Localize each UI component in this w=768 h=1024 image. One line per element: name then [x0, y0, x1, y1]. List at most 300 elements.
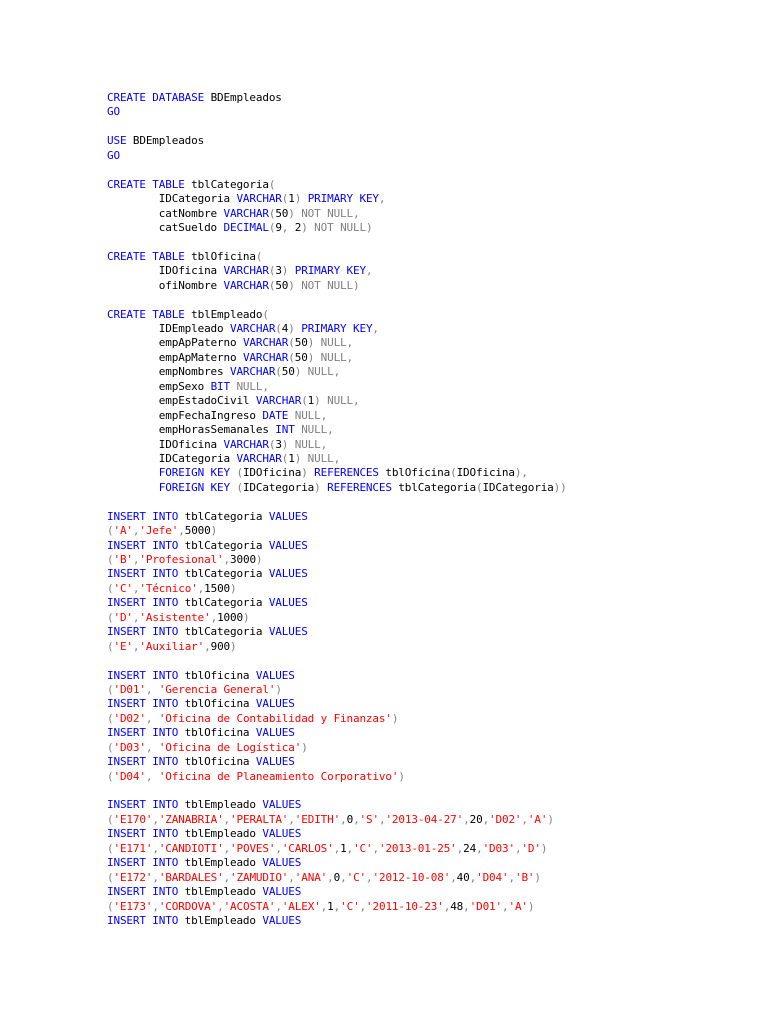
sql-keyword: INSERT INTO: [107, 697, 185, 711]
code-line: [107, 770, 567, 784]
sql-identifier: empNombres: [107, 365, 230, 379]
sql-identifier: tblEmpleado: [184, 885, 263, 899]
sql-keyword: VALUES: [262, 913, 302, 927]
sql-operator: ): [230, 581, 237, 595]
sql-identifier: tblCategoria: [191, 177, 269, 191]
code-line: [107, 813, 567, 827]
sql-operator: ): [210, 524, 218, 538]
sql-keyword: VALUES: [268, 625, 308, 639]
sql-string-literal: 'EDITH': [294, 812, 341, 826]
sql-operator: ,: [469, 870, 477, 884]
sql-identifier: tblCategoria: [184, 538, 269, 552]
code-line: [107, 279, 567, 293]
sql-string-literal: '2013-04-27': [385, 812, 464, 826]
code-line: [107, 481, 567, 495]
sql-operator: ) NOT NULL): [288, 278, 360, 292]
sql-keyword: DECIMAL: [223, 220, 269, 234]
sql-operator: ): [255, 553, 263, 566]
sql-string-literal: 'B': [514, 870, 535, 884]
sql-keyword: VARCHAR: [242, 350, 289, 364]
sql-identifier: IDEmpleado: [107, 322, 230, 335]
sql-identifier: ofiNombre: [107, 278, 224, 292]
sql-keyword: PRIMARY KEY: [301, 322, 373, 335]
sql-string-literal: 'C': [113, 581, 133, 595]
sql-operator: (: [236, 466, 243, 480]
sql-string-literal: 'A': [113, 524, 133, 538]
code-line: [107, 900, 567, 914]
sql-keyword: INSERT INTO: [107, 509, 185, 523]
sql-identifier: 0: [346, 812, 354, 826]
sql-keyword: CREATE TABLE: [107, 177, 192, 191]
sql-operator: ,: [333, 841, 341, 855]
sql-identifier: tblEmpleado: [184, 856, 263, 870]
sql-operator: )): [553, 480, 567, 494]
code-line: [107, 683, 567, 697]
sql-identifier: 50: [275, 278, 289, 292]
sql-string-literal: 'ZAMUDIO': [230, 870, 289, 884]
sql-operator: ,: [463, 899, 470, 913]
code-line: [107, 120, 567, 134]
code-line: [107, 611, 567, 625]
sql-string-literal: 'A': [508, 899, 528, 913]
sql-operator: ): [527, 899, 535, 913]
sql-identifier: 50: [281, 365, 295, 379]
sql-identifier: tblOficina: [184, 755, 256, 769]
sql-operator: (: [288, 350, 295, 364]
sql-string-literal: 'CANDIOTI': [158, 841, 224, 855]
sql-keyword: VALUES: [255, 668, 295, 682]
code-line: [107, 495, 567, 509]
sql-keyword: VARCHAR: [255, 394, 302, 408]
sql-operator: (: [107, 682, 114, 696]
code-line: [107, 726, 567, 740]
sql-string-literal: 'D01': [113, 682, 146, 696]
code-line: [107, 351, 567, 365]
sql-string-literal: 'D02': [489, 812, 522, 826]
sql-operator: ) NOT NULL): [301, 220, 373, 234]
sql-identifier: empApPaterno: [107, 336, 243, 350]
sql-keyword: FOREIGN KEY: [107, 466, 237, 480]
sql-operator: (: [475, 480, 483, 494]
sql-keyword: VARCHAR: [236, 192, 282, 206]
sql-keyword: INSERT INTO: [107, 668, 185, 682]
sql-identifier: 50: [275, 206, 289, 220]
code-line: [107, 235, 567, 249]
sql-identifier: 1500: [204, 581, 231, 595]
sql-operator: ,: [152, 841, 159, 855]
code-line: [107, 697, 567, 711]
code-line: [107, 308, 567, 322]
sql-operator: ,: [132, 639, 140, 653]
sql-keyword: VALUES: [262, 827, 302, 841]
sql-operator: ,: [502, 899, 509, 913]
sql-string-literal: 'S': [359, 812, 379, 826]
sql-operator: ): [534, 870, 541, 884]
sql-keyword: VALUES: [255, 697, 295, 711]
sql-operator: ) NULL,: [294, 451, 341, 465]
sql-keyword: REFERENCES: [327, 480, 399, 494]
sql-operator: ,: [210, 610, 218, 624]
sql-string-literal: 'Auxiliar': [139, 639, 205, 653]
sql-operator: ,: [346, 841, 354, 855]
sql-identifier: tblCategoria: [184, 625, 269, 639]
code-line: [107, 914, 567, 928]
sql-operator: ): [275, 682, 282, 696]
code-line: [107, 625, 567, 639]
sql-keyword: VARCHAR: [223, 278, 269, 292]
sql-operator: ,: [366, 870, 373, 884]
sql-operator: ): [547, 812, 554, 826]
sql-keyword: VALUES: [268, 567, 308, 581]
sql-identifier: 900: [210, 639, 231, 653]
sql-operator: ): [242, 610, 250, 624]
sql-operator: ,: [281, 220, 295, 234]
sql-operator: ) NULL,: [314, 394, 360, 408]
sql-keyword: INT: [275, 423, 302, 437]
sql-operator: ,: [508, 870, 515, 884]
sql-identifier: IDCategoria: [107, 192, 237, 206]
sql-operator: (: [107, 740, 114, 754]
sql-identifier: catNombre: [107, 206, 224, 220]
sql-identifier: tblCategoria: [398, 480, 476, 494]
sql-identifier: empFechaIngreso: [107, 408, 263, 422]
sql-operator: NULL,: [294, 408, 328, 422]
sql-operator: ,: [333, 899, 341, 913]
sql-identifier: 1000: [217, 610, 243, 624]
code-line: [107, 553, 567, 567]
sql-string-literal: 'ZANABRIA': [158, 812, 224, 826]
sql-identifier: empEstadoCivil: [107, 394, 256, 408]
sql-keyword: FOREIGN KEY: [107, 480, 237, 494]
sql-identifier: 2: [294, 220, 302, 234]
sql-operator: ,: [217, 899, 224, 913]
sql-string-literal: 'E171': [113, 841, 153, 855]
code-line: [107, 438, 567, 452]
sql-operator: (: [268, 264, 276, 278]
sql-keyword: INSERT INTO: [107, 755, 185, 769]
sql-operator: ,: [463, 812, 470, 826]
sql-keyword: CREATE TABLE: [107, 307, 192, 321]
code-line: [107, 640, 567, 654]
code-line: [107, 539, 567, 553]
sql-string-literal: 'E173': [113, 899, 153, 913]
sql-operator: NULL,: [236, 379, 269, 393]
sql-operator: ) NULL,: [281, 437, 328, 451]
sql-operator: ,: [456, 841, 464, 855]
sql-keyword: CREATE TABLE: [107, 249, 192, 263]
sql-identifier: catSueldo: [107, 220, 224, 234]
sql-operator: (: [107, 639, 114, 653]
sql-identifier: 1: [288, 451, 295, 465]
sql-operator: ,: [340, 812, 347, 826]
code-line: [107, 322, 567, 336]
sql-identifier: 3: [275, 264, 282, 278]
sql-operator: ,: [132, 581, 140, 595]
sql-operator: ): [301, 466, 315, 480]
sql-operator: (: [301, 394, 308, 408]
sql-operator: ,: [365, 264, 373, 278]
sql-operator: ): [301, 740, 308, 754]
code-line: [107, 596, 567, 610]
sql-operator: ): [314, 480, 328, 494]
sql-identifier: tblEmpleado: [191, 307, 263, 321]
sql-operator: ,: [178, 524, 185, 538]
code-line: [107, 784, 567, 798]
sql-identifier: BDEmpleados: [132, 134, 205, 148]
sql-operator: (: [107, 812, 114, 826]
sql-identifier: tblEmpleado: [184, 913, 263, 927]
code-line: [107, 466, 567, 480]
sql-keyword: INSERT INTO: [107, 827, 185, 841]
sql-operator: ,: [327, 870, 334, 884]
code-line: [107, 741, 567, 755]
sql-identifier: IDOficina: [242, 466, 302, 480]
sql-string-literal: 'Profesional': [139, 553, 224, 566]
sql-string-literal: 'D03': [482, 841, 515, 855]
code-line: [107, 842, 567, 856]
sql-operator: (: [107, 899, 114, 913]
code-line: [107, 394, 567, 408]
sql-string-literal: 'ACOSTA': [223, 899, 276, 913]
sql-operator: ) NOT NULL,: [288, 206, 360, 220]
sql-operator: ) NULL,: [307, 336, 353, 350]
sql-operator: (: [107, 581, 114, 595]
sql-identifier: 1: [340, 841, 347, 855]
sql-string-literal: 'D04': [113, 769, 146, 783]
sql-operator: (: [275, 365, 282, 379]
sql-identifier: 3000: [230, 553, 256, 566]
sql-identifier: 1: [327, 899, 334, 913]
sql-operator: ): [281, 264, 295, 278]
code-line: [107, 871, 567, 885]
code-line: [107, 365, 567, 379]
sql-operator: ,: [378, 192, 386, 206]
code-line: [107, 798, 567, 812]
sql-keyword: VALUES: [262, 798, 302, 812]
sql-operator: ,: [145, 711, 159, 725]
sql-operator: ,: [223, 553, 231, 566]
code-line: [107, 409, 567, 423]
code-line: [107, 885, 567, 899]
sql-string-literal: 'D04': [476, 870, 509, 884]
sql-operator: ,: [223, 841, 231, 855]
sql-operator: ,: [152, 899, 159, 913]
sql-string-literal: 'D': [521, 841, 541, 855]
sql-string-literal: 'Gerencia General': [158, 682, 276, 696]
sql-string-literal: 'Oficina de Logística': [158, 740, 302, 754]
code-line: [107, 105, 567, 119]
sql-keyword: INSERT INTO: [107, 596, 185, 610]
sql-operator: ,: [288, 870, 295, 884]
sql-operator: ,: [132, 524, 140, 538]
sql-operator: ,: [353, 812, 360, 826]
sql-keyword: INSERT INTO: [107, 856, 185, 870]
code-line: [107, 755, 567, 769]
sql-identifier: tblEmpleado: [184, 827, 263, 841]
sql-keyword: VALUES: [262, 885, 302, 899]
sql-operator: ) NULL,: [307, 350, 353, 364]
code-line: [107, 827, 567, 841]
sql-string-literal: 'BARDALES': [158, 870, 224, 884]
code-line: [107, 163, 567, 177]
sql-operator: (: [107, 711, 114, 725]
sql-operator: ): [398, 769, 405, 783]
sql-keyword: INSERT INTO: [107, 913, 185, 927]
sql-operator: ,: [521, 812, 528, 826]
sql-operator: ,: [197, 581, 205, 595]
sql-keyword: INSERT INTO: [107, 538, 185, 552]
sql-identifier: 40: [456, 870, 470, 884]
sql-operator: ): [391, 711, 399, 725]
sql-keyword: INSERT INTO: [107, 726, 185, 740]
sql-operator: (: [255, 249, 263, 263]
code-line: [107, 91, 567, 105]
sql-keyword: VARCHAR: [229, 365, 276, 379]
sql-operator: NULL,: [301, 423, 334, 437]
sql-identifier: 20: [469, 812, 483, 826]
sql-string-literal: 'A': [527, 812, 548, 826]
code-line: [107, 380, 567, 394]
sql-identifier: 1: [307, 394, 315, 408]
sql-identifier: tblOficina: [385, 466, 451, 480]
code-line: [107, 524, 567, 538]
sql-identifier: empHorasSemanales: [107, 423, 276, 437]
sql-operator: (: [268, 278, 276, 292]
code-line: [107, 423, 567, 437]
sql-operator: ): [294, 192, 308, 206]
sql-keyword: VARCHAR: [242, 336, 289, 350]
sql-string-literal: 'Oficina de Contabilidad y Finanzas': [158, 711, 392, 725]
sql-identifier: IDCategoria: [482, 480, 554, 494]
sql-code-listing: [107, 91, 567, 928]
sql-identifier: IDOficina: [107, 264, 224, 278]
sql-keyword: VARCHAR: [223, 206, 269, 220]
sql-operator: ,: [152, 870, 159, 884]
sql-string-literal: 'E172': [113, 870, 153, 884]
sql-identifier: IDCategoria: [107, 451, 237, 465]
sql-operator: ,: [378, 812, 386, 826]
sql-operator: (: [268, 177, 276, 191]
sql-keyword: CREATE DATABASE: [107, 91, 211, 104]
sql-identifier: 50: [294, 336, 308, 350]
sql-identifier: 5000: [184, 524, 211, 538]
sql-operator: ,: [359, 899, 367, 913]
sql-string-literal: 'B': [113, 553, 133, 566]
sql-identifier: 4: [281, 322, 289, 335]
sql-string-literal: 'POVES': [230, 841, 276, 855]
sql-identifier: tblCategoria: [184, 567, 269, 581]
sql-string-literal: '2011-10-23': [366, 899, 444, 913]
sql-string-literal: 'D': [113, 610, 133, 624]
sql-operator: ): [230, 639, 237, 653]
sql-string-literal: 'E170': [113, 812, 153, 826]
code-line: [107, 207, 567, 221]
sql-string-literal: 'D03': [113, 740, 146, 754]
sql-operator: ,: [152, 812, 159, 826]
sql-operator: ,: [340, 870, 347, 884]
sql-operator: ,: [132, 553, 140, 566]
sql-identifier: 1: [288, 192, 295, 206]
sql-identifier: 50: [294, 350, 308, 364]
sql-operator: ,: [145, 682, 159, 696]
sql-keyword: INSERT INTO: [107, 798, 185, 812]
sql-identifier: BDEmpleados: [210, 91, 282, 104]
sql-keyword: VALUES: [268, 596, 308, 610]
code-line: [107, 654, 567, 668]
sql-operator: (: [275, 322, 282, 335]
sql-string-literal: 'CARLOS': [281, 841, 334, 855]
sql-operator: ,: [476, 841, 483, 855]
sql-operator: (: [268, 206, 276, 220]
sql-identifier: 3: [275, 437, 282, 451]
code-line: [107, 452, 567, 466]
sql-keyword: INSERT INTO: [107, 625, 185, 639]
sql-string-literal: 'Técnico': [139, 581, 198, 595]
sql-keyword: BIT: [210, 379, 237, 393]
sql-operator: (: [262, 307, 269, 321]
sql-operator: ,: [132, 610, 140, 624]
sql-operator: ): [288, 322, 302, 335]
sql-operator: ,: [145, 740, 159, 754]
sql-operator: ,: [443, 899, 451, 913]
sql-identifier: tblCategoria: [184, 596, 269, 610]
sql-string-literal: 'PERALTA': [230, 812, 289, 826]
sql-keyword: REFERENCES: [314, 466, 386, 480]
sql-identifier: 0: [333, 870, 341, 884]
sql-operator: ,: [223, 812, 231, 826]
sql-keyword: VALUES: [255, 755, 295, 769]
code-line: [107, 567, 567, 581]
code-line: [107, 250, 567, 264]
sql-string-literal: 'ALEX': [281, 899, 321, 913]
sql-operator: (: [268, 437, 276, 451]
sql-identifier: 9: [275, 220, 282, 234]
sql-operator: (: [107, 870, 114, 884]
sql-identifier: 24: [463, 841, 477, 855]
code-line: [107, 264, 567, 278]
sql-identifier: empSexo: [107, 379, 211, 393]
sql-identifier: tblOficina: [184, 726, 256, 740]
sql-operator: ,: [482, 812, 490, 826]
sql-operator: ,: [514, 841, 522, 855]
sql-identifier: tblOficina: [191, 249, 256, 263]
sql-operator: (: [107, 610, 114, 624]
code-line: [107, 582, 567, 596]
sql-keyword: VALUES: [268, 509, 308, 523]
sql-operator: ,: [372, 841, 379, 855]
code-line: [107, 178, 567, 192]
sql-identifier: tblCategoria: [184, 509, 269, 523]
code-line: [107, 336, 567, 350]
sql-string-literal: 'ANA': [294, 870, 328, 884]
sql-operator: (: [107, 841, 114, 855]
sql-keyword: VARCHAR: [223, 437, 269, 451]
sql-operator: ,: [450, 870, 457, 884]
sql-operator: (: [281, 451, 289, 465]
sql-string-literal: 'Asistente': [139, 610, 211, 624]
sql-operator: (: [236, 480, 243, 494]
sql-keyword: PRIMARY KEY: [307, 192, 379, 206]
sql-keyword: PRIMARY KEY: [294, 264, 366, 278]
sql-identifier: IDCategoria: [242, 480, 315, 494]
sql-string-literal: 'E': [113, 639, 133, 653]
sql-keyword: GO: [107, 148, 120, 162]
sql-identifier: IDOficina: [107, 437, 224, 451]
sql-keyword: VALUES: [255, 726, 295, 740]
sql-operator: ,: [223, 870, 231, 884]
sql-operator: ,: [145, 769, 159, 783]
code-line: [107, 510, 567, 524]
